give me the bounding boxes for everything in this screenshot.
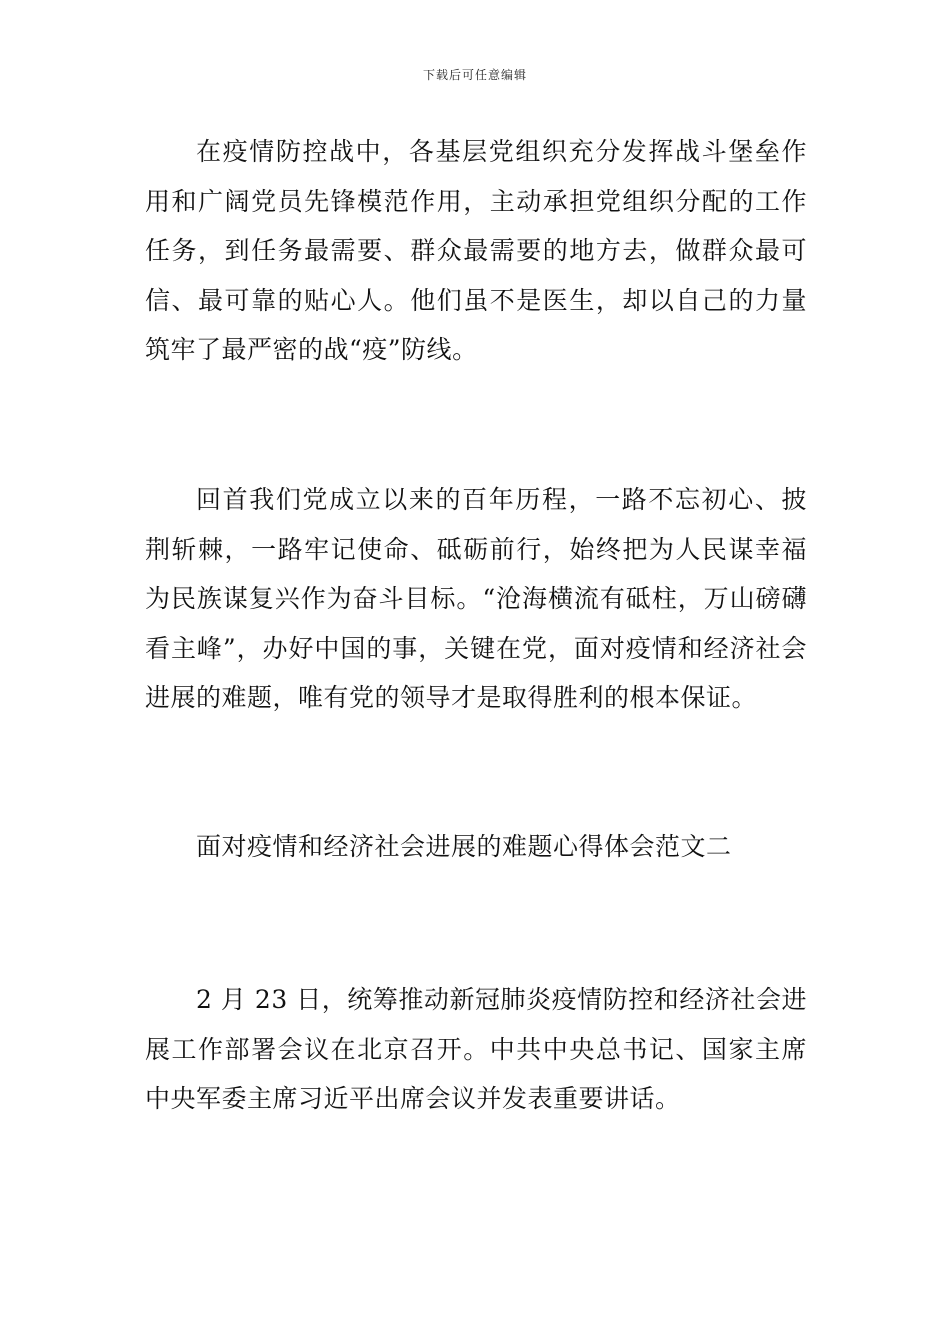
section-heading: 面对疫情和经济社会进展的难题心得体会范文二 <box>196 832 732 861</box>
paragraph: 2 月 23 日，统筹推动新冠肺炎疫情防控和经济社会进展工作部署会议在北京召开。中共中央总书记、国家主席中央军委主席习近平出席会议并发表重要讲话。 <box>145 985 807 1113</box>
paragraph: 回首我们党成立以来的百年历程，一路不忘初心、披荆斩棘，一路牢记使命、砥砺前行，始终把为人民谋幸福为民族谋复兴作为奋斗目标。“沧海横流有砥柱，万山磅礴看主峰”，办好中国的事，关键在党，面对疫情和经济社会进展的难题，唯有党的领导才是取得胜利的根本保证。 <box>145 485 807 712</box>
page-header-note: 下载后可任意编辑 <box>422 68 527 82</box>
paragraph: 在疫情防控战中，各基层党组织充分发挥战斗堡垒作用和广阔党员先锋模范作用，主动承担党组织分配的工作任务，到任务最需要、群众最需要的地方去，做群众最可信、最可靠的贴心人。他们虽不是医生，却以自己的力量筑牢了最严密的战“疫”防线。 <box>145 137 807 364</box>
